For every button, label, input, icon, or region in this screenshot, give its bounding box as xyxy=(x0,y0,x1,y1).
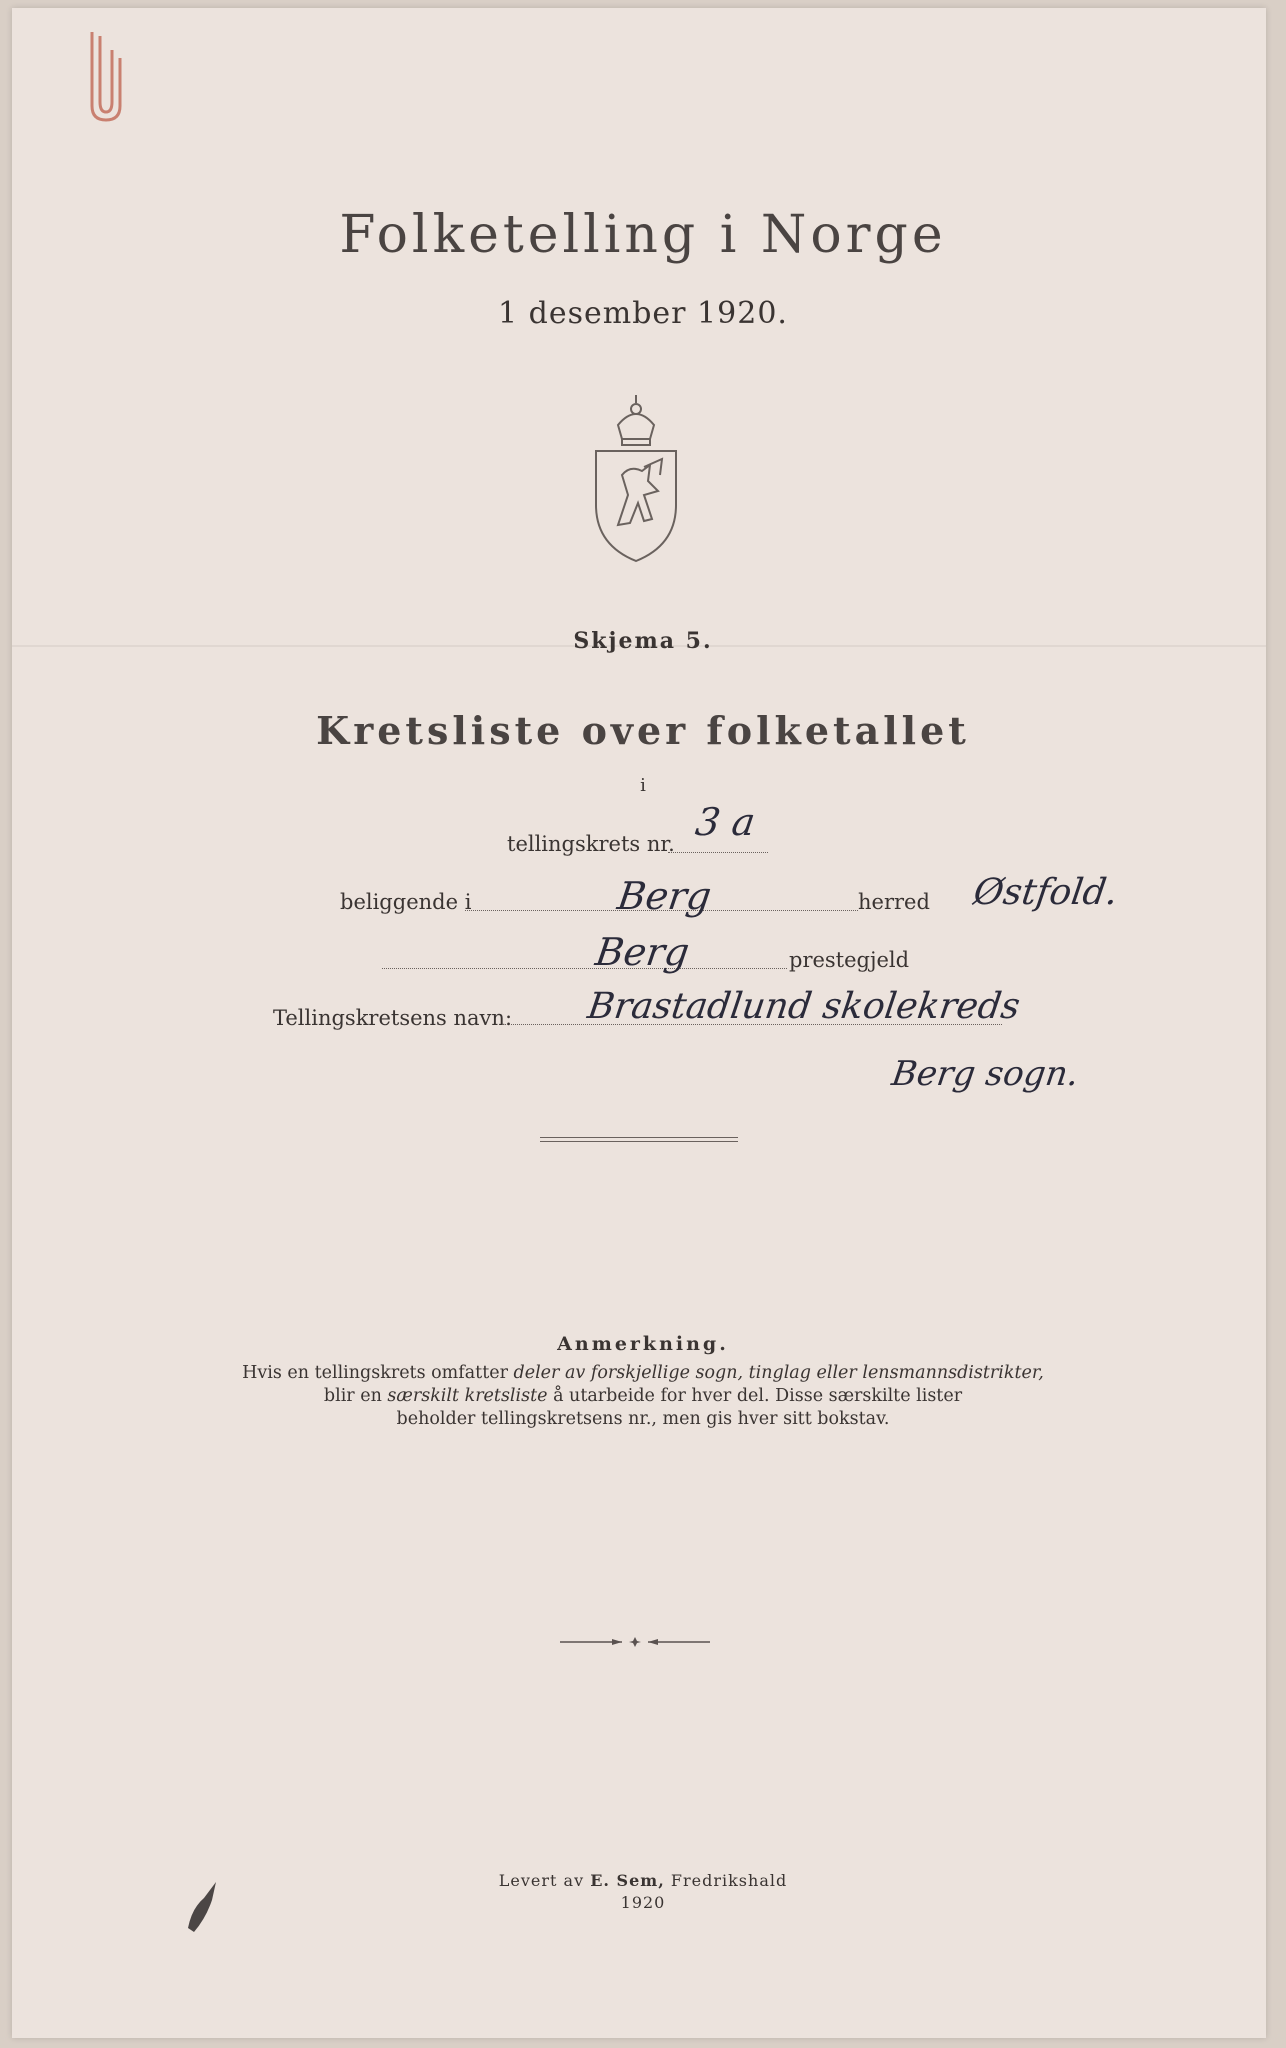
prestegjeld-label: prestegjeld xyxy=(789,948,910,972)
printer-name: E. Sem, xyxy=(590,1871,665,1890)
krets-dotted-line xyxy=(668,852,768,853)
anm-line1-b: deler av forskjellige sogn, tinglag eller lensmannsdistrikter, xyxy=(513,1363,1044,1383)
navn-value[interactable]: Brastadlund skolekreds xyxy=(585,986,1023,1027)
herred-value[interactable]: Østfold. xyxy=(971,872,1121,913)
paperclip-icon xyxy=(84,28,128,124)
anm-line2-b: særskilt kretsliste xyxy=(387,1386,548,1406)
anm-line2-a: blir en xyxy=(323,1386,388,1406)
document-title: Folketelling i Norge xyxy=(339,205,947,265)
anmerkning-line-2 xyxy=(0,1385,1286,1408)
divider-rule xyxy=(540,1137,738,1142)
ornament-divider-icon xyxy=(560,1637,710,1647)
anmerkning-line-3: beholder tellingskretsens nr., men gis hver sitt bokstav. xyxy=(396,1409,890,1429)
anmerkning-title: Anmerkning. xyxy=(557,1333,729,1355)
ink-smudge xyxy=(182,1878,222,1934)
printer-year: 1920 xyxy=(620,1893,666,1912)
anmerkning-line-1 xyxy=(0,1362,1286,1385)
form-heading: Kretsliste over folketallet xyxy=(316,708,970,753)
prestegjeld-dotted-line xyxy=(382,968,787,969)
anmerkning-text xyxy=(0,1362,1286,1431)
document-date: 1 desember 1920. xyxy=(498,296,788,331)
anm-line1-a: Hvis en tellingskrets omfatter xyxy=(242,1363,514,1383)
navn-label: Tellingskretsens navn: xyxy=(273,1006,513,1030)
herred-label: herred xyxy=(858,890,930,914)
schema-number: Skjema 5. xyxy=(573,628,713,654)
beliggende-value[interactable]: Berg xyxy=(614,874,714,918)
norwegian-coat-of-arms-icon xyxy=(588,395,684,565)
anm-line2-c: å utarbeide for hver del. Disse særskilte lister xyxy=(547,1386,963,1406)
connector-i: i xyxy=(640,775,646,796)
printer-prefix: Levert av xyxy=(498,1871,591,1890)
extra-note[interactable]: Berg sogn. xyxy=(889,1054,1082,1094)
krets-value[interactable]: 3 a xyxy=(692,800,759,844)
printer-place: Fredrikshald xyxy=(664,1871,788,1890)
krets-label: tellingskrets nr. xyxy=(507,832,675,856)
beliggende-label: beliggende i xyxy=(340,890,472,914)
prestegjeld-value[interactable]: Berg xyxy=(592,930,692,974)
